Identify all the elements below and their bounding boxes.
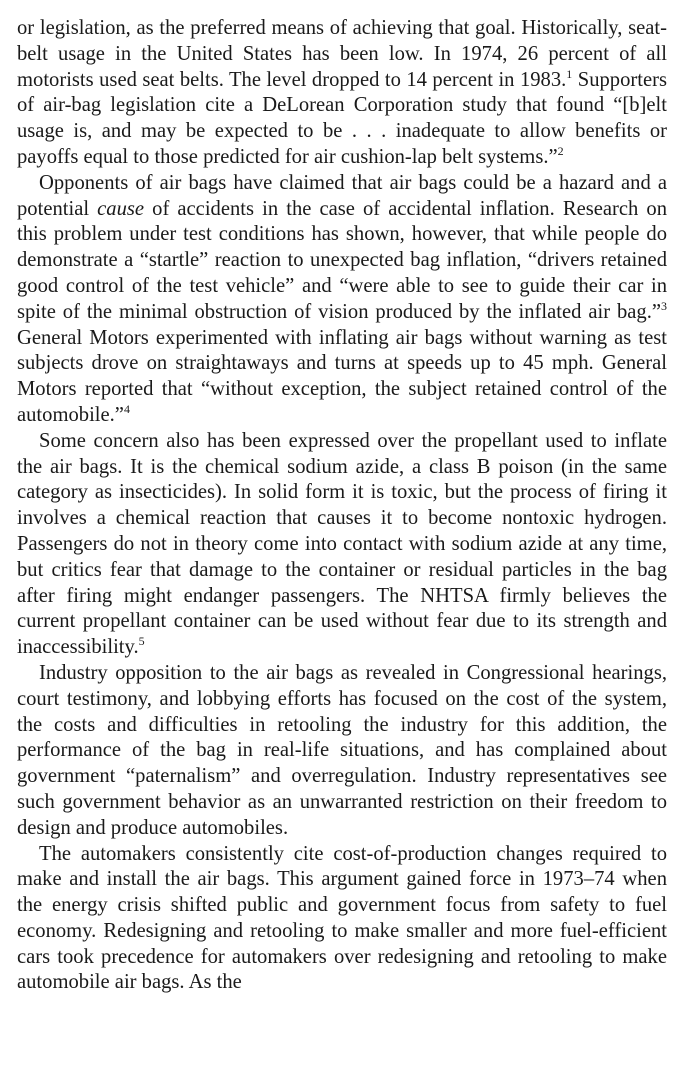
paragraph-2 — [17, 171, 667, 429]
emphasis-cause: cause — [97, 197, 145, 220]
footnote-ref-4: 4 — [123, 401, 130, 416]
footnote-ref-3: 3 — [661, 298, 667, 313]
footnote-ref-2: 2 — [557, 143, 564, 158]
paragraph-5-text: The automakers consistently cite cost-of-production changes required to make and install the air bags. This argument gained force in 1973–74 when the energy crisis shifted public and government focus from safety to fuel economy. Redesigning and retooling to make smaller and more fuel-efficient cars took precedence for automakers over redesigning and retooling to make automobile air bags. As the — [17, 842, 667, 994]
paragraph-2-text-a: Opponents of air bags have claimed that air bags could be a hazard and a potential — [17, 171, 667, 220]
footnote-ref-5: 5 — [138, 634, 145, 649]
paragraph-2-text-c: General Motors experimented with inflating air bags without warning as test subjects drove on straightaways and turns at speeds up to 45 mph. General Motors reported that “without exception, the subject retained control of the automobile.” — [17, 326, 667, 426]
paragraph-2-text-b: of accidents in the case of accidental inflation. Research on this problem under test conditions has shown, however, that while people do demonstrate a “startle” reaction to unexpected bag inflation, “drivers retained good control of the test vehicle” and “were able to see to guide their car in spite of the minimal obstruction of vision produced by the inflated air bag.” — [17, 197, 667, 323]
paragraph-1 — [17, 16, 667, 171]
paragraph-3 — [17, 429, 667, 661]
paragraph-5 — [17, 842, 667, 997]
page-body — [17, 16, 667, 996]
paragraph-1-text-a: or legislation, as the preferred means of achieving that goal. Historically, seat-belt usage in the United States has been low. In 1974, 26 percent of all motorists used seat belts. The level dropped to 14 percent in 1983. — [17, 17, 667, 91]
paragraph-1-text-b: Supporters of air-bag legislation cite a DeLorean Corporation study that found “[b]elt usage is, and may be expected to be . . . inadequate to allow benefits or payoffs equal to those predicted for air cushion-lap belt systems.” — [17, 68, 667, 168]
paragraph-3-text: Some concern also has been expressed over the propellant used to inflate the air bags. It is the chemical sodium azide, a class B poison (in the same category as insecticides). In solid form it is toxic, but the process of firing it involves a chemical reaction that causes it to become nontoxic hydrogen. Passengers do not in theory come into contact with sodium azide at any time, but critics fear that damage to the container or residual particles in the bag after firing might endanger passengers. The NHTSA firmly believes the current propellant container can be used without fear due to its strength and inaccessibility. — [17, 429, 667, 659]
paragraph-4 — [17, 661, 667, 842]
paragraph-4-text: Industry opposition to the air bags as revealed in Congressional hearings, court testimony, and lobbying efforts has focused on the cost of the system, the costs and difficulties in retooling the industry for this addition, the performance of the bag in real-life situations, and has complained about government “paternalism” and overregulation. Industry representatives see such government behavior as an unwarranted restriction on their freedom to design and produce automobiles. — [17, 661, 667, 839]
footnote-ref-1: 1 — [566, 66, 573, 81]
